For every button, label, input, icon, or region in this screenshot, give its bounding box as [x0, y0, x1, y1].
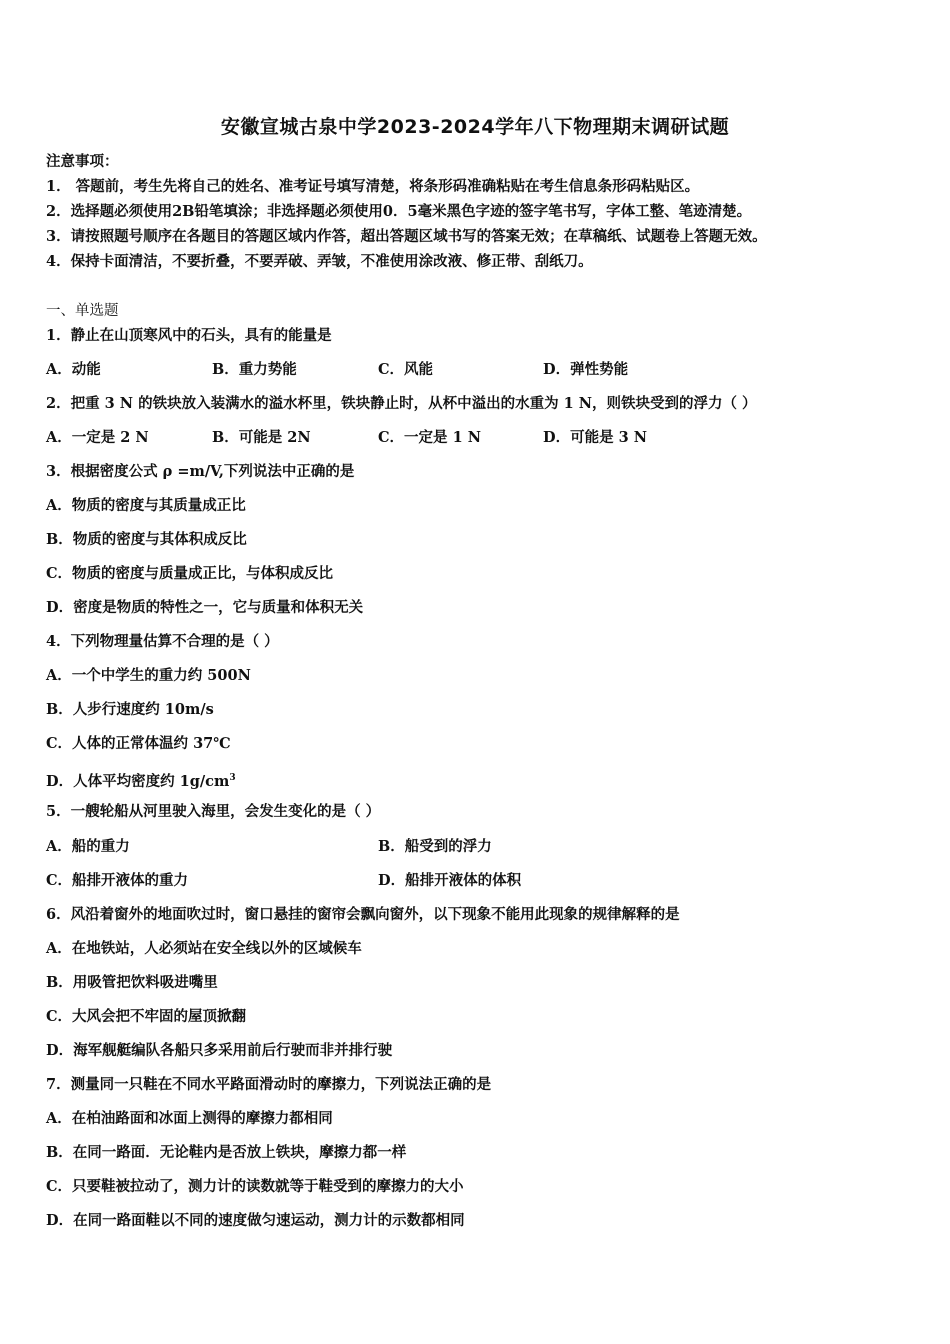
question-2-option-a: A．一定是 2 N [46, 429, 149, 446]
question-1-option-b: B．重力势能 [212, 361, 297, 378]
question-5-option-a: A．船的重力 [46, 838, 130, 855]
question-2-option-b: B．可能是 2N [212, 429, 311, 446]
question-1-stem: 1．静止在山顶寒风中的石头，具有的能量是 [46, 327, 332, 344]
question-5-option-b: B．船受到的浮力 [378, 838, 492, 855]
question-3-stem: 3．根据密度公式 ρ =m/V,下列说法中正确的是 [46, 463, 355, 480]
question-6-option-a: A．在地铁站，人必须站在安全线以外的区域候车 [46, 940, 362, 957]
question-7-option-d: D．在同一路面鞋以不同的速度做匀速运动，测力计的示数都相同 [46, 1212, 465, 1229]
question-6-option-d: D．海军舰艇编队各船只多采用前后行驶而非并排行驶 [46, 1042, 393, 1059]
question-7-stem: 7．测量同一只鞋在不同水平路面滑动时的摩擦力，下列说法正确的是 [46, 1076, 492, 1093]
page-title: 安徽宣城古泉中学2023-2024学年八下物理期末调研试题 [220, 116, 730, 138]
question-4-stem: 4．下列物理量估算不合理的是（ ） [46, 633, 279, 650]
question-3-option-b: B．物质的密度与其体积成反比 [46, 531, 247, 548]
question-4-option-a: A．一个中学生的重力约 500N [46, 667, 251, 684]
question-7-option-c: C．只要鞋被拉动了，测力计的读数就等于鞋受到的摩擦力的大小 [46, 1178, 464, 1195]
question-4-option-d-text: D．人体平均密度约 1g/cm [46, 772, 230, 790]
question-7-option-a: A．在柏油路面和冰面上测得的摩擦力都相同 [46, 1110, 333, 1127]
question-5-option-c: C．船排开液体的重力 [46, 872, 189, 889]
cube-superscript: 3 [229, 773, 236, 783]
question-3-option-c: C．物质的密度与质量成正比，与体积成反比 [46, 565, 334, 582]
question-4-option-d [46, 768, 236, 792]
question-5-stem: 5．一艘轮船从河里驶入海里，会发生变化的是（ ） [46, 803, 381, 820]
question-2-stem: 2．把重 3 N 的铁块放入装满水的溢水杯里，铁块静止时，从杯中溢出的水重为 1 N，则铁块受到的浮力（ ） [46, 395, 757, 412]
question-4-option-b: B．人步行速度约 10m/s [46, 701, 214, 718]
question-2-option-d: D．可能是 3 N [543, 429, 648, 446]
question-5-option-d: D．船排开液体的体积 [378, 872, 522, 889]
question-6-option-b: B．用吸管把饮料吸进嘴里 [46, 974, 218, 991]
question-2-option-c: C．一定是 1 N [378, 429, 481, 446]
notice-heading: 注意事项： [46, 153, 119, 170]
notice-item: 4．保持卡面清洁，不要折叠，不要弄破、弄皱，不准使用涂改液、修正带、刮纸刀。 [46, 253, 593, 270]
question-6-option-c: C．大风会把不牢固的屋顶掀翻 [46, 1008, 247, 1025]
question-1-option-a: A．动能 [46, 361, 101, 378]
notice-item: 2．选择题必须使用2B铅笔填涂；非选择题必须使用0．5毫米黑色字迹的签字笔书写，字体工整、笔迹清楚。 [46, 203, 752, 220]
question-1-option-c: C．风能 [378, 361, 434, 378]
question-6-stem: 6．风沿着窗外的地面吹过时，窗口悬挂的窗帘会飘向窗外，以下现象不能用此现象的规律解释的是 [46, 906, 680, 923]
notice-item: 3．请按照题号顺序在各题目的答题区域内作答，超出答题区域书写的答案无效；在草稿纸、试题卷上答题无效。 [46, 228, 767, 245]
section-heading: 一、单选题 [46, 303, 119, 319]
notice-item: 1． 答题前，考生先将自己的姓名、准考证号填写清楚，将条形码准确粘贴在考生信息条形码粘贴区。 [46, 178, 700, 195]
question-7-option-b: B．在同一路面．无论鞋内是否放上铁块，摩擦力都一样 [46, 1144, 407, 1161]
question-1-option-d: D．弹性势能 [543, 361, 629, 378]
question-3-option-d: D．密度是物质的特性之一，它与质量和体积无关 [46, 599, 364, 616]
question-4-option-c: C．人体的正常体温约 37℃ [46, 735, 231, 752]
question-3-option-a: A．物质的密度与其质量成正比 [46, 497, 246, 514]
